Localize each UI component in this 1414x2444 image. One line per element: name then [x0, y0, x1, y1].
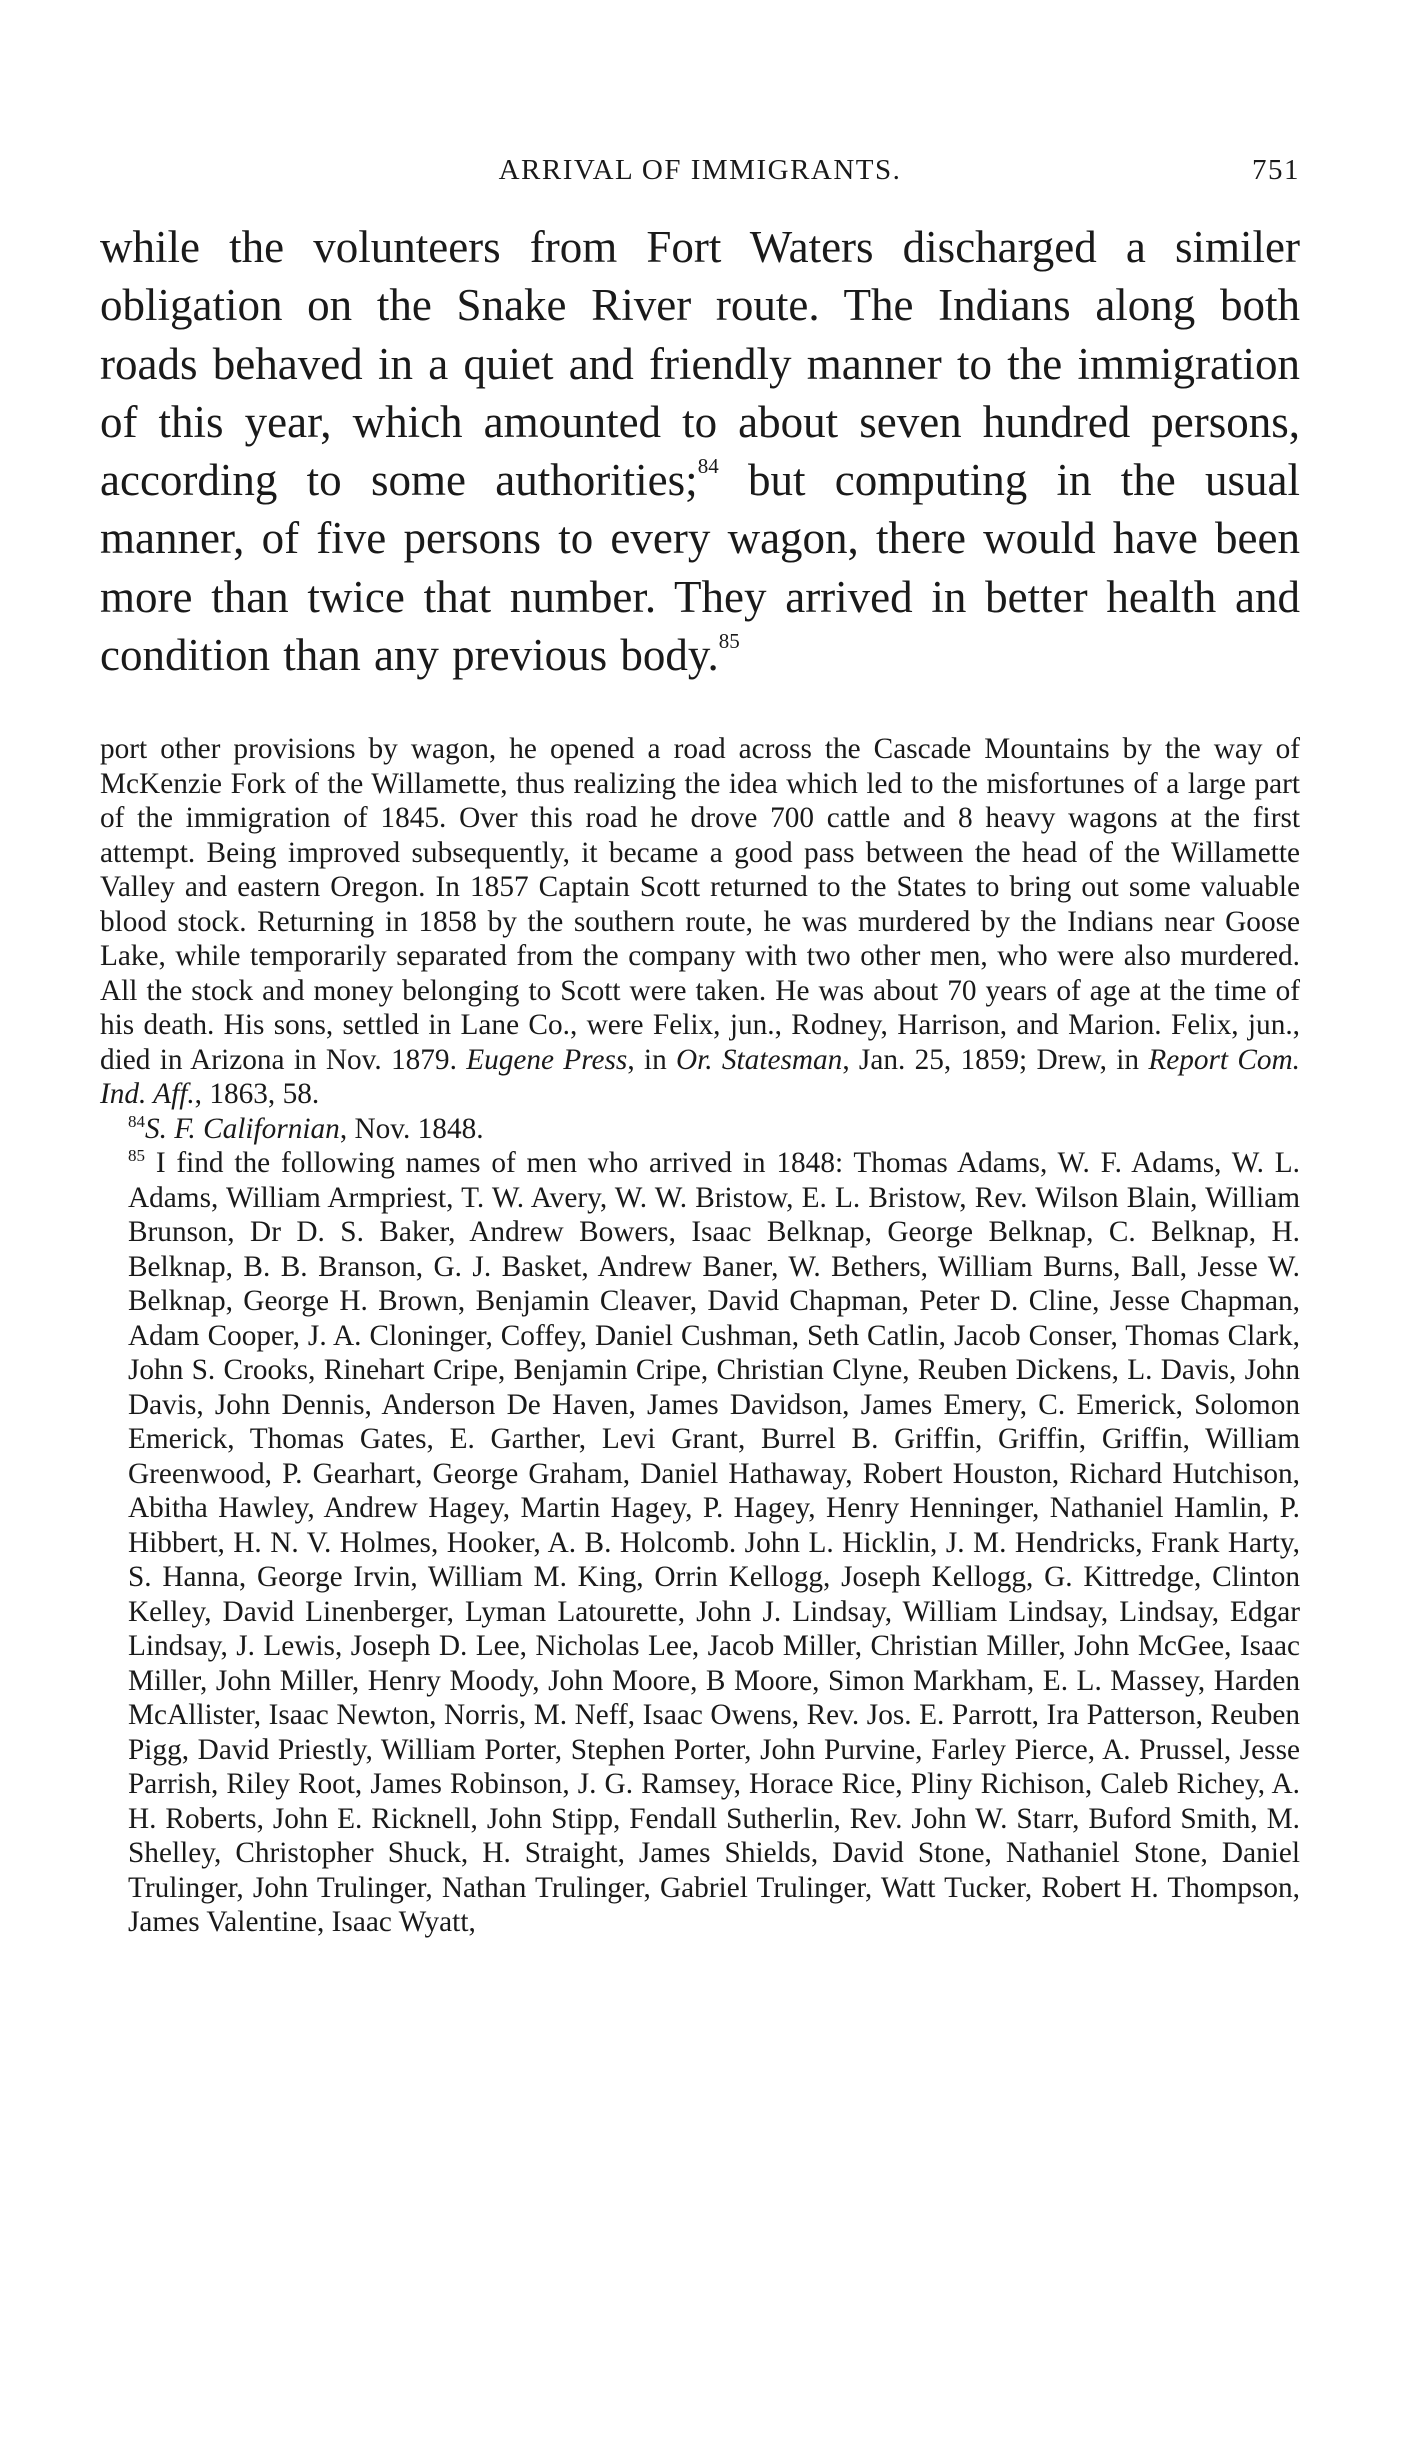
- running-header: [100, 150, 1300, 194]
- footnote-text: , 1863, 58.: [194, 1078, 320, 1111]
- footnote-continued: [100, 732, 1300, 1112]
- body-paragraph: [100, 218, 1300, 684]
- body-text-part-1: while the volunteers from Fort Waters discharged a similer obligation on the Snake River route. The Indians along both roads behaved in a quiet and friendly manner to the immigration of this year, which amounted to about seven hundred persons, according to some authorities;: [100, 222, 1300, 506]
- citation-title: Or. Statesman: [675, 1043, 843, 1076]
- footnote-85: [100, 1146, 1300, 1940]
- footnote-text: , in: [627, 1043, 676, 1076]
- citation-title: S. F. Californian: [145, 1112, 340, 1145]
- footnote-84: [100, 1112, 1300, 1147]
- body-text-part-2: but computing in the usual manner, of five persons to every wagon, there would have been more than twice that number. They arrived in better health and condition than any previous body.: [100, 455, 1301, 681]
- footnote-text: , Nov. 1848.: [339, 1112, 484, 1145]
- footnote-text: port other provisions by wagon, he opened a road across the Cascade Mountains by the way of McKenzie Fork of the Willamette, thus realizing the idea which led to the misfortunes of a large part of the immigration of 1845. Over this road he drove 700 cattle and 8 heavy wagons at the first attempt. Being improved subsequently, it became a good pass between the head of the Willamette Valley and eastern Oregon. In 1857 Captain Scott returned to the States to bring out some valuable blood stock. Returning in 1858 by the southern route, he was murdered by the Indians near Goose Lake, while temporarily separated from the company with two other men, who were also murdered. All the stock and money belonging to Scott were taken. He was about 70 years of age at the time of his death. His sons, settled in Lane Co., were Felix, jun., Rodney, Harrison, and Marion. Felix, jun., died in Arizona in Nov. 1879.: [100, 733, 1300, 1076]
- footnote-ref-85: 85: [718, 629, 740, 654]
- footnote-marker: 84: [128, 1111, 145, 1131]
- footnote-marker: 85: [128, 1146, 145, 1166]
- footnotes-section: [100, 732, 1300, 1940]
- footnote-text: , Jan. 25, 1859; Drew, in: [842, 1043, 1149, 1076]
- page-number: 751: [1252, 154, 1300, 186]
- main-text: [100, 218, 1300, 684]
- book-page: [100, 150, 1300, 2390]
- footnote-ref-84: 84: [697, 454, 719, 479]
- footnote-text: I find the following names of men who arrived in 1848: Thomas Adams, W. F. Adams, W. L. Adams, William Armpriest, T. W. Avery, W. W. Bristow, E. L. Bristow, Rev. Wilson Blain, William Brunson, Dr D. S. Baker, Andrew Bowers, Isaac Belknap, George Belknap, C. Belknap, H. Belknap, B. B. Branson, G. J. Basket, Andrew Baner, W. Bethers, William Burns, Ball, Jesse W. Belknap, George H. Brown, Benjamin Cleaver, David Chapman, Peter D. Cline, Jesse Chapman, Adam Cooper, J. A. Cloninger, Coffey, Daniel Cushman, Seth Catlin, Jacob Conser, Thomas Clark, John S. Crooks, Rinehart Cripe, Benjamin Cripe, Christian Clyne, Reuben Dickens, L. Davis, John Davis, John Dennis, Anderson De Haven, James Davidson, James Emery, C. Emerick, Solomon Emerick, Thomas Gates, E. Garther, Levi Grant, Burrel B. Griffin, Griffin, Griffin, William Greenwood, P. Gearhart, George Graham, Daniel Hathaway, Robert Houston, Richard Hutchison, Abitha Hawley, Andrew Hagey, Martin Hagey, P. Hagey, Henry Henninger, Nathaniel Hamlin, P. Hibbert, H. N. V. Holmes, Hooker, A. B. Holcomb. John L. Hicklin, J. M. Hendricks, Frank Harty, S. Hanna, George Irvin, William M. King, Orrin Kellogg, Joseph Kellogg, G. Kittredge, Clinton Kelley, David Linenberger, Lyman Latourette, John J. Lindsay, William Lindsay, Lindsay, Edgar Lindsay, J. Lewis, Joseph D. Lee, Nicholas Lee, Jacob Miller, Christian Miller, John McGee, Isaac Miller, John Miller, Henry Moody, John Moore, B Moore, Simon Markham, E. L. Massey, Harden McAllister, Isaac Newton, Norris, M. Neff, Isaac Owens, Rev. Jos. E. Parrott, Ira Patterson, Reuben Pigg, David Priestly, William Porter, Stephen Porter, John Purvine, Farley Pierce, A. Prussel, Jesse Parrish, Riley Root, James Robinson, J. G. Ramsey, Horace Rice, Pliny Richison, Caleb Richey, A. H. Roberts, John E. Ricknell, John Stipp, Fendall Sutherlin, Rev. John W. Starr, Buford Smith, M. Shelley, Christopher Shuck, H. Straight, James Shields, David Stone, Nathaniel Stone, Daniel Trulinger, John Trulinger, Nathan Trulinger, Gabriel Trulinger, Watt Tucker, Robert H. Thompson, James Valentine, Isaac Wyatt,: [128, 1147, 1300, 1939]
- running-title: ARRIVAL OF IMMIGRANTS.: [498, 154, 902, 186]
- citation-title: Report Com. Ind. Aff.: [100, 1043, 1300, 1111]
- citation-title: Eugene Press: [466, 1043, 628, 1076]
